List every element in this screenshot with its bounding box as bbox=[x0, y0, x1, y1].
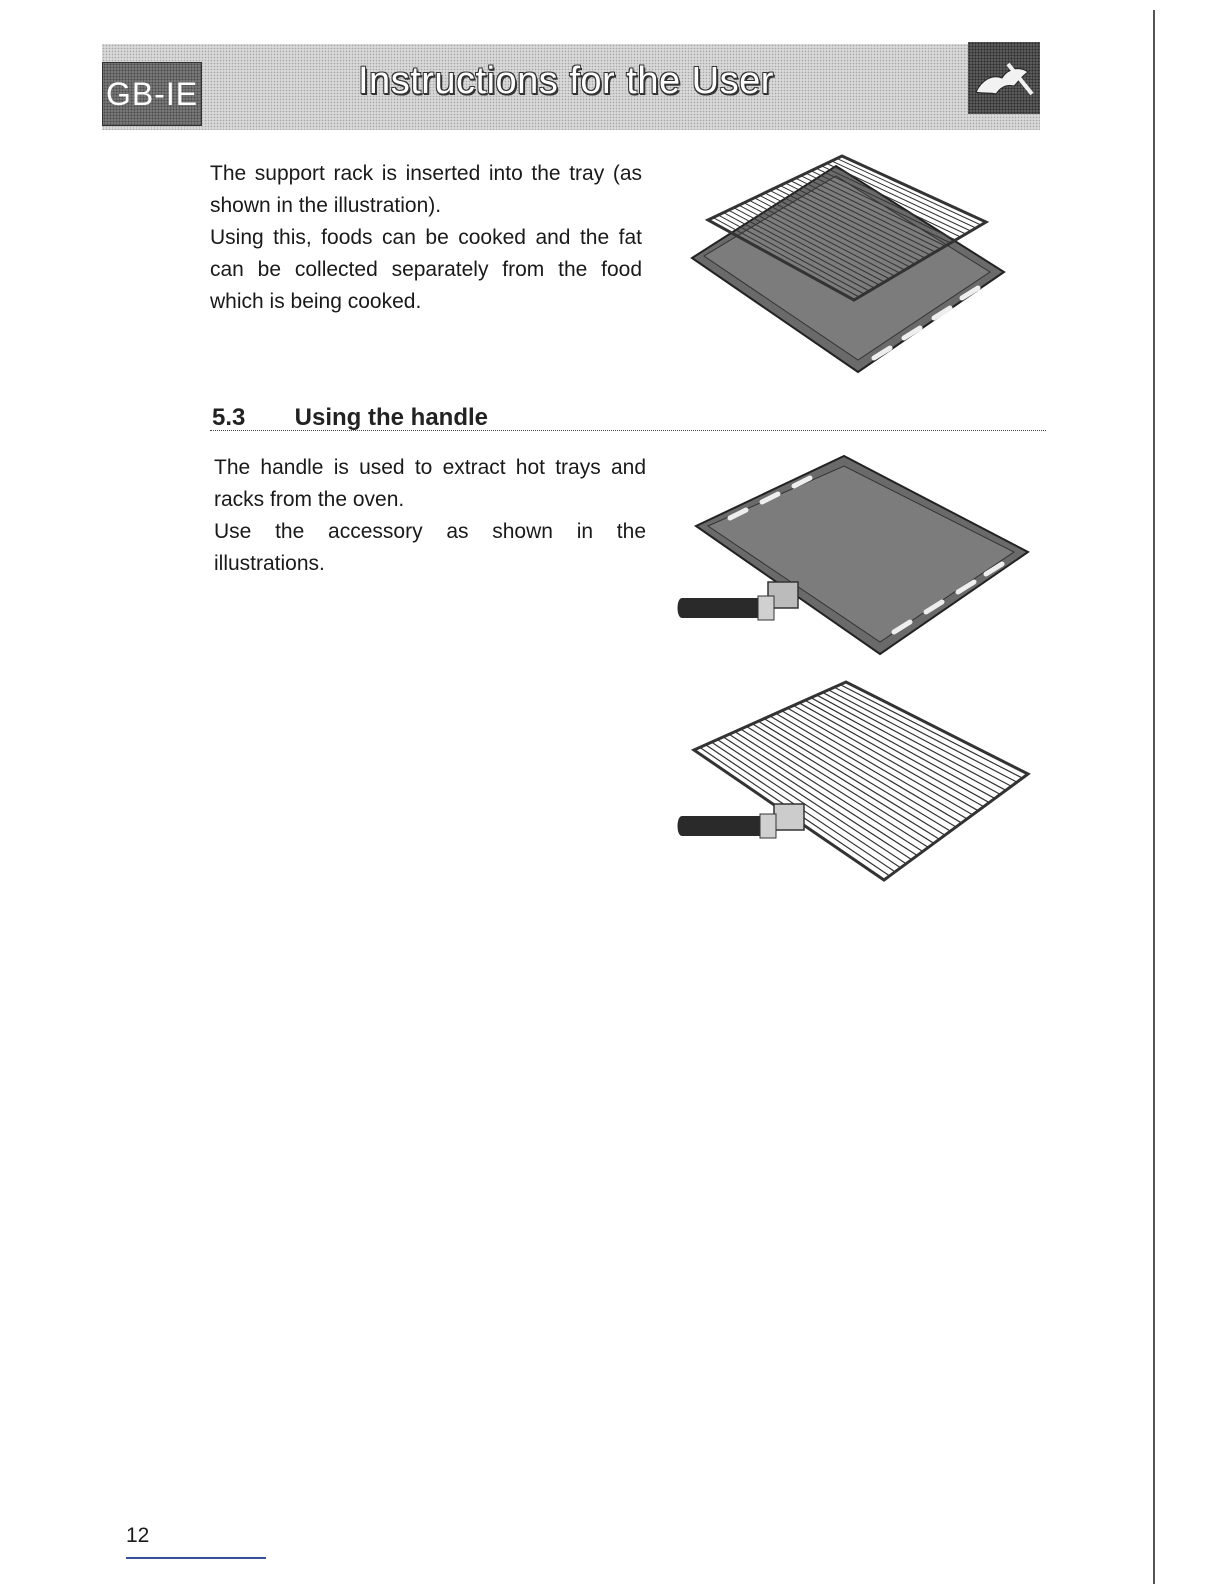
page-number-underline bbox=[126, 1557, 266, 1559]
section-number: 5.3 bbox=[212, 404, 246, 431]
rack-on-tray-illustration bbox=[686, 150, 1008, 382]
section-paragraph-2: Use the accessory as shown in the illustrations. bbox=[214, 520, 646, 575]
section-text bbox=[214, 452, 646, 580]
page-number: 12 bbox=[126, 1524, 150, 1547]
page-edge-rule bbox=[1153, 10, 1155, 1584]
language-badge: GB-IE bbox=[102, 62, 202, 126]
tray-with-handle-illustration bbox=[674, 452, 1034, 662]
intro-paragraph-1: The support rack is inserted into the tray (as shown in the illustration). bbox=[210, 162, 642, 217]
section-divider bbox=[210, 430, 1046, 431]
section-heading bbox=[212, 404, 488, 432]
oven-brand-icon bbox=[968, 42, 1040, 114]
intro-text bbox=[210, 158, 642, 318]
intro-paragraph-2: Using this, foods can be cooked and the fat can be collected separately from the food which is being cooked. bbox=[210, 226, 642, 313]
page-title: Instructions for the User bbox=[358, 60, 774, 102]
rack-with-handle-illustration bbox=[674, 676, 1034, 888]
section-paragraph-1: The handle is used to extract hot trays and racks from the oven. bbox=[214, 456, 646, 511]
section-title: Using the handle bbox=[294, 404, 489, 431]
